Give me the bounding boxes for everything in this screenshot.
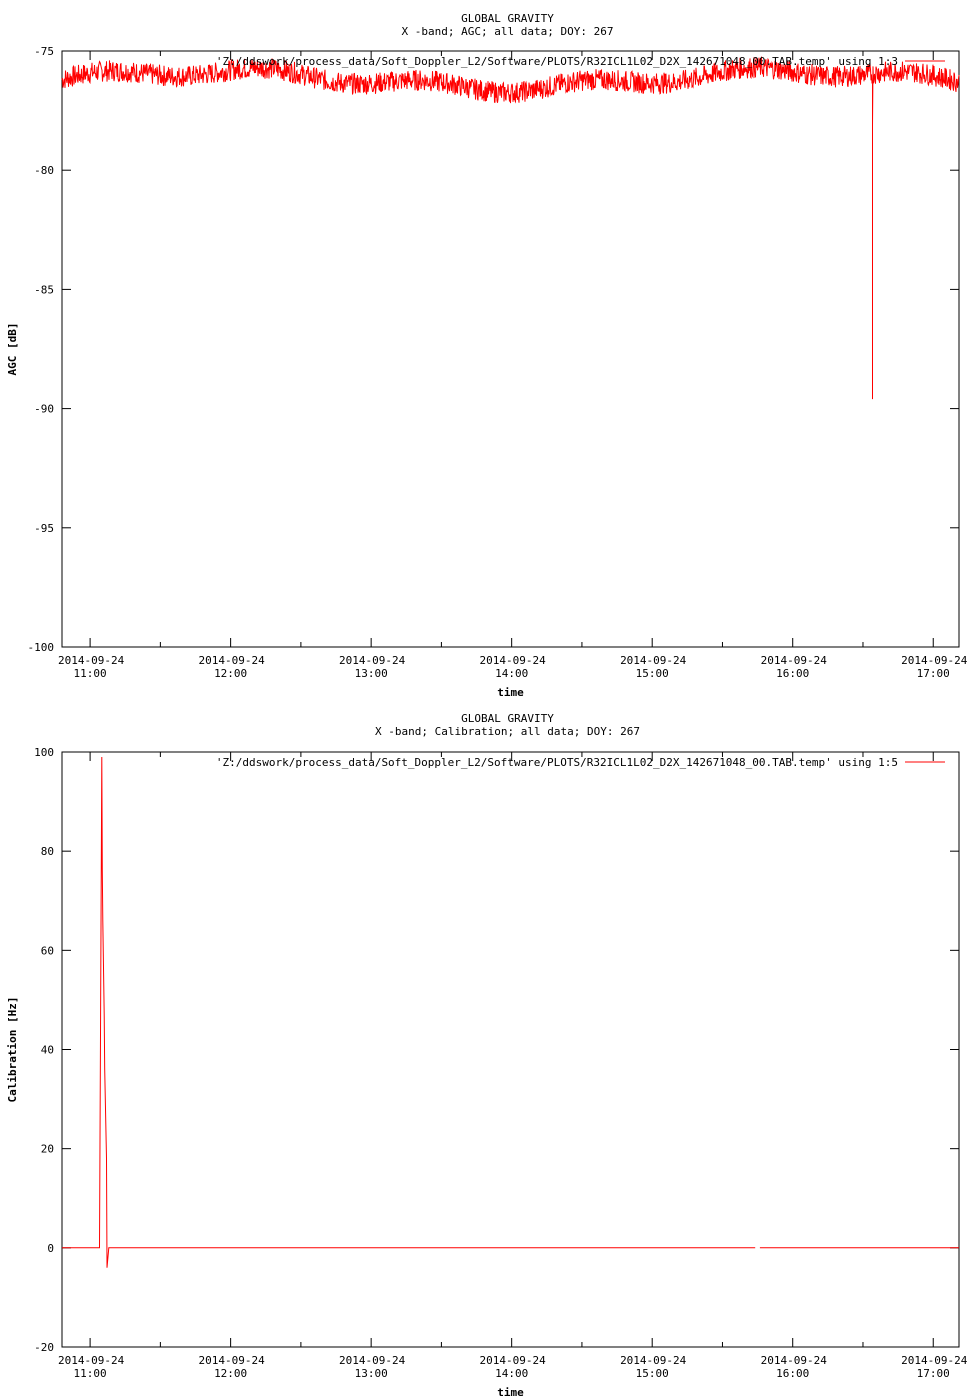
x-tick-time: 16:00 xyxy=(776,1367,810,1380)
x-tick-time: 15:00 xyxy=(635,667,669,680)
x-tick-date: 2014-09-24 xyxy=(198,1354,265,1367)
x-tick-time: 12:00 xyxy=(214,1367,248,1380)
x-axis-label: time xyxy=(497,1386,524,1399)
x-tick-time: 17:00 xyxy=(916,667,950,680)
x-tick-date: 2014-09-24 xyxy=(57,1354,125,1367)
x-tick-time: 16:00 xyxy=(776,667,810,680)
legend-label: 'Z:/ddswork/process_data/Soft_Doppler_L2/Software/PLOTS/R32ICL1L02_D2X_142671048_00.TAB.temp' using 1:5 xyxy=(215,756,898,769)
series-line xyxy=(62,57,959,399)
y-tick-label: -20 xyxy=(34,1341,54,1354)
chart-title: GLOBAL GRAVITY xyxy=(461,712,554,725)
y-tick-label: -100 xyxy=(27,641,54,654)
y-tick-label: 0 xyxy=(47,1241,54,1255)
y-tick-label: -95 xyxy=(34,521,54,535)
x-tick-date: 2014-09-24 xyxy=(901,654,968,667)
chart-1 xyxy=(62,51,959,647)
x-tick-date: 2014-09-24 xyxy=(198,654,265,667)
y-tick-label: -85 xyxy=(34,283,54,297)
chart-2 xyxy=(62,752,959,1347)
x-tick-time: 15:00 xyxy=(635,1367,669,1380)
x-tick-time: 14:00 xyxy=(495,667,529,680)
x-tick-date: 2014-09-24 xyxy=(901,1354,968,1367)
x-axis-label: time xyxy=(497,686,524,699)
plot-frame xyxy=(62,752,959,1347)
y-tick-label: 80 xyxy=(40,845,54,859)
x-tick-date: 2014-09-24 xyxy=(57,654,125,667)
x-tick-date: 2014-09-24 xyxy=(620,654,687,667)
y-tick-label: -75 xyxy=(34,45,54,58)
chart-subtitle: X -band; AGC; all data; DOY: 267 xyxy=(401,25,614,38)
y-tick-label: -80 xyxy=(34,164,54,178)
series-line xyxy=(62,757,959,1268)
y-tick-label: 40 xyxy=(40,1043,54,1057)
x-tick-date: 2014-09-24 xyxy=(479,654,546,667)
x-tick-time: 11:00 xyxy=(73,1367,107,1380)
y-tick-label: 20 xyxy=(40,1142,54,1156)
x-tick-date: 2014-09-24 xyxy=(760,654,827,667)
x-tick-date: 2014-09-24 xyxy=(620,1354,687,1367)
x-tick-time: 14:00 xyxy=(495,1367,529,1380)
y-axis-label: Calibration [Hz] xyxy=(6,996,19,1103)
y-axis-label: AGC [dB] xyxy=(6,322,19,376)
y-tick-label: 100 xyxy=(34,746,54,759)
legend-label: 'Z:/ddswork/process_data/Soft_Doppler_L2/Software/PLOTS/R32ICL1L02_D2X_142671048_00.TAB.temp' using 1:3 xyxy=(215,55,898,68)
y-tick-label: -90 xyxy=(34,402,54,416)
x-tick-date: 2014-09-24 xyxy=(760,1354,827,1367)
x-tick-time: 13:00 xyxy=(354,1367,388,1380)
x-tick-date: 2014-09-24 xyxy=(479,1354,546,1367)
x-tick-time: 12:00 xyxy=(214,667,248,680)
x-tick-date: 2014-09-24 xyxy=(339,654,406,667)
y-tick-label: 60 xyxy=(40,944,54,958)
x-tick-time: 13:00 xyxy=(354,667,388,680)
plot-frame xyxy=(62,51,959,647)
chart-title: GLOBAL GRAVITY xyxy=(461,12,554,25)
x-tick-time: 17:00 xyxy=(916,1367,950,1380)
chart-subtitle: X -band; Calibration; all data; DOY: 267 xyxy=(375,725,640,738)
x-tick-time: 11:00 xyxy=(73,667,107,680)
x-tick-date: 2014-09-24 xyxy=(339,1354,406,1367)
